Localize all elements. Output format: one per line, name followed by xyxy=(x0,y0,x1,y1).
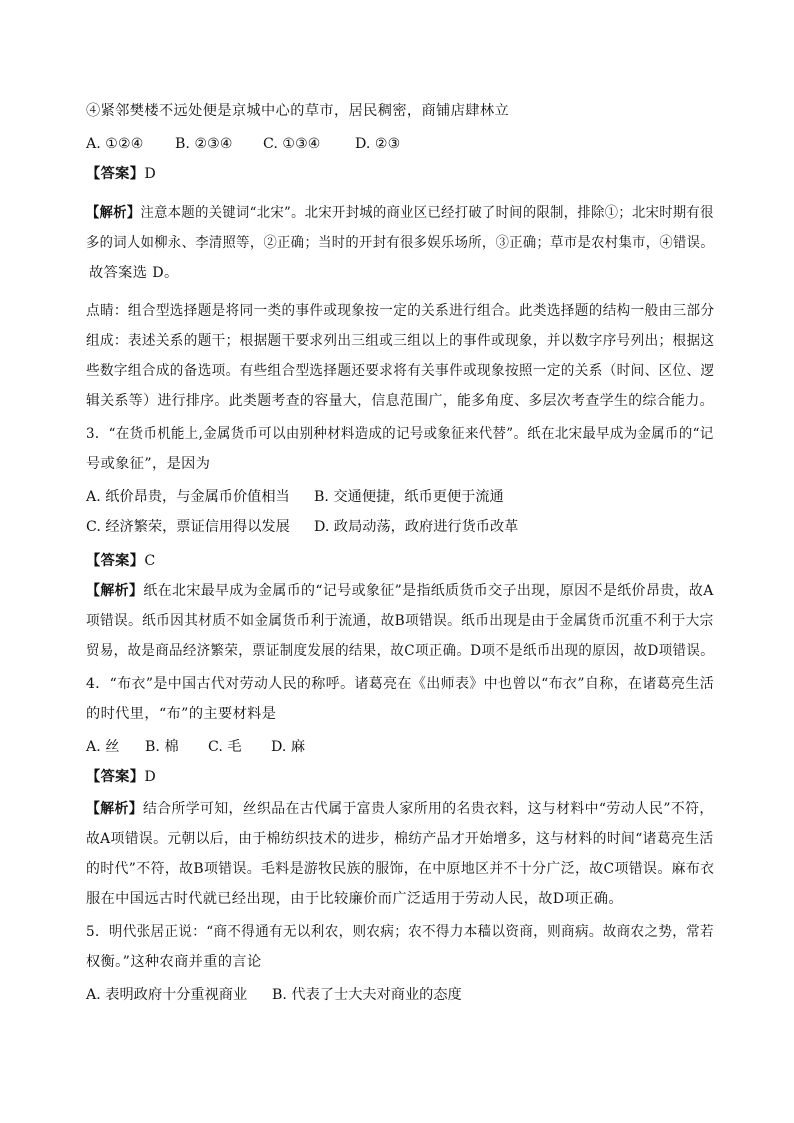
q4-stem-line-1: 4．“布衣”是中国古代对劳动人民的称呼。诸葛亮在《出师表》中也曾以“布衣”自称，在诸葛亮生活 xyxy=(86,676,715,692)
answer-value: D xyxy=(144,166,157,182)
q2-option-d: D. ②③ xyxy=(355,136,401,152)
q3-option-d: D. 政局动荡，政府进行货币改革 xyxy=(314,519,519,535)
q3-stem-line-1: 3．“在货币机能上,金属货币可以由别种材料造成的记号或象征来代替”。纸在北宋最早成为金属币的“记 xyxy=(86,426,714,442)
q3-option-b: B. 交通便捷，纸币更便于流通 xyxy=(314,489,504,505)
analysis-text: 结合所学可知，丝织品在古代属于富贵人家所用的名贵衣料，这与材料中“劳动人民”不符， xyxy=(142,801,714,817)
analysis-text: 纸在北宋最早成为金属币的“记号或象征”是指纸质货币交子出现，原因不是纸价昂贵，故A xyxy=(143,583,714,599)
q2-option-a: A. ①②④ xyxy=(86,136,144,152)
q4-option-d: D. 麻 xyxy=(271,739,306,755)
analysis-tag: 【解析】 xyxy=(86,205,141,221)
q2-analysis-line-1 xyxy=(86,203,714,223)
analysis-text: 注意本题的关键词“北宋”。北宋开封城的商业区已经打破了时间的限制，排除①；北宋时期有很 xyxy=(140,205,714,221)
q3-analysis-line-1 xyxy=(86,581,714,601)
q5-option-b: B. 代表了士大夫对商业的态度 xyxy=(272,987,462,1003)
q2-tip-line-3: 些数字组合成的备选项。有些组合型选择题还要求将有关事件或现象按照一定的关系（时间、区位、逻 xyxy=(86,363,715,379)
q4-option-b: B. 棉 xyxy=(145,739,179,755)
analysis-tag: 【解析】 xyxy=(86,583,144,599)
q4-answer xyxy=(86,767,156,787)
q4-option-c: C. 毛 xyxy=(208,739,242,755)
q3-stem-line-2: 号或象征”，是因为 xyxy=(86,456,211,472)
q5-option-a: A. 表明政府十分重视商业 xyxy=(86,987,248,1003)
answer-tag: 【答案】 xyxy=(86,166,145,182)
q4-stem-line-2: 的时代里，“布”的主要材料是 xyxy=(86,706,277,722)
q4-analysis-line-2: 故A项错误。元朝以后，由于棉纺织技术的进步，棉纺产品才开始增多，这与材料的时间“诸葛亮生活 xyxy=(86,831,714,847)
q2-statement-4: ④紧邻樊楼不远处便是京城中心的草市，居民稠密，商铺店肆林立 xyxy=(86,103,510,119)
q3-option-a: A. 纸价昂贵，与金属币价值相当 xyxy=(86,489,290,505)
q2-tip-line-1: 点睛：组合型选择题是将同一类的事件或现象按一定的关系进行组合。此类选择题的结构一般由三部分 xyxy=(86,303,715,319)
q5-stem-line-2: 权衡。”这种农商并重的言论 xyxy=(86,954,262,970)
q3-option-c: C. 经济繁荣，票证信用得以发展 xyxy=(86,519,290,535)
answer-tag: 【答案】 xyxy=(86,769,145,785)
q3-analysis-line-3: 贸易，故是商品经济繁荣，票证制度发展的结果，故C项正确。D项不是纸币出现的原因，故D项错误。 xyxy=(86,643,715,659)
q3-answer xyxy=(86,551,156,571)
q4-analysis-line-3: 的时代”不符，故B项错误。毛料是游牧民族的服饰，在中原地区并不十分广泛，故C项错误。麻布衣 xyxy=(86,861,715,877)
q2-analysis-line-2: 多的词人如柳永、李清照等，②正确；当时的开封有很多娱乐场所，③正确；草市是农村集市，④错误。 xyxy=(86,235,715,251)
q2-answer xyxy=(86,164,156,184)
q4-analysis-line-4: 服在中国远古时代就已经出现，由于比较廉价而广泛适用于劳动人民，故D项正确。 xyxy=(86,891,623,907)
analysis-tag: 【解析】 xyxy=(86,801,143,817)
q2-option-c: C. ①③④ xyxy=(263,136,321,152)
answer-tag: 【答案】 xyxy=(86,553,145,569)
q3-analysis-line-2: 项错误。纸币因其材质不如金属货币利于流通，故B项错误。纸币出现是由于金属货币沉重不利于大宗 xyxy=(86,613,714,629)
q2-tip-line-2: 组成：表述关系的题干；根据题干要求列出三组或三组以上的事件或现象，并以数字序号列出；根据这 xyxy=(86,333,715,349)
q4-analysis-line-1 xyxy=(86,799,714,819)
q4-option-a: A. 丝 xyxy=(86,739,120,755)
answer-value: C xyxy=(144,553,156,569)
q2-analysis-line-3: 故答案选 D。 xyxy=(89,265,179,281)
answer-value: D xyxy=(144,769,157,785)
q2-tip-line-4: 辑关系等）进行排序。此类题考查的容量大，信息范围广，能多角度、多层次考查学生的综合能力。 xyxy=(86,393,714,409)
q2-option-b: B. ②③④ xyxy=(175,136,233,152)
q5-stem-line-1: 5．明代张居正说：“商不得通有无以利农，则农病；农不得力本穑以资商，则商病。故商农之势，常若 xyxy=(86,924,714,940)
